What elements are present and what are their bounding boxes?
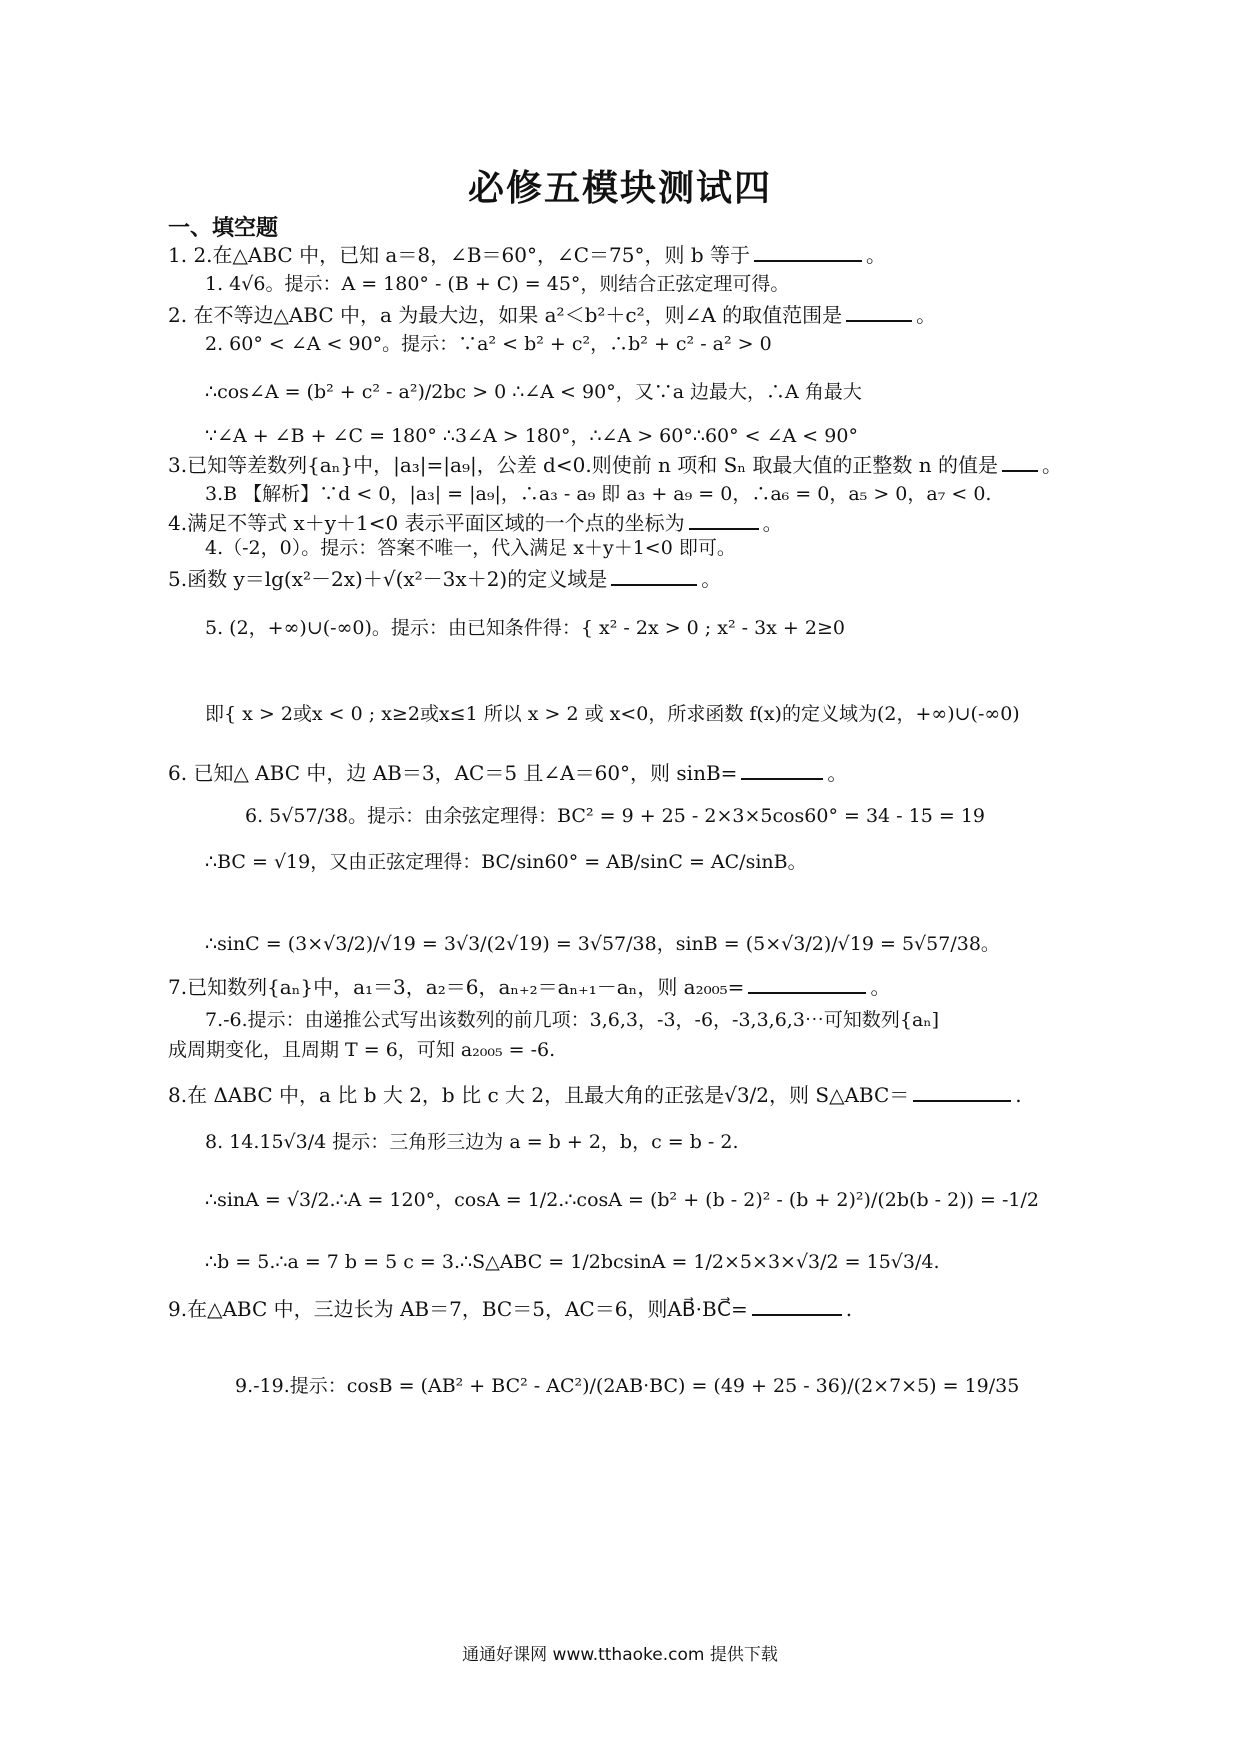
answer-7-line-2: 成周期变化，且周期 T = 6，可知 a₂₀₀₅ = -6. [168,1039,556,1061]
question-text: 7.已知数列{aₙ}中，a₁＝3，a₂＝6，aₙ₊₂＝aₙ₊₁－aₙ，则 a₂₀₀₅= [168,975,745,999]
question-tail: . [845,1297,853,1321]
answer-blank [846,300,912,322]
question-9 [168,1294,852,1323]
question-text: 1. 2.在△ABC 中，已知 a＝8，∠B＝60°，∠C＝75°，则 b 等于 [168,243,751,267]
question-tail: . [1015,1083,1022,1107]
question-3 [168,450,1062,479]
question-7 [168,972,890,1001]
page-footer: 通通好课网 www.tthaoke.com 提供下载 [462,1645,778,1665]
question-text: 9.在△ABC 中，三边长为 AB＝7，BC＝5，AC＝6，则AB⃗·BC⃗= [168,1297,748,1321]
question-tail: 。 [701,567,722,591]
answer-blank [1002,450,1038,472]
answer-blank [741,758,823,780]
answer-8-line-1: 8. 14.15√3/4 提示：三角形三边为 a = b + 2，b，c = b - 2. [205,1131,739,1153]
question-6 [168,758,847,787]
answer-8-line-2: ∴sinA = √3/2.∴A = 120°，cosA = 1/2.∴cosA = (b² + (b - 2)² - (b + 2)²)/(2b(b - 2)) = -1/2 [205,1189,1040,1211]
answer-9: 9.-19.提示：cosB = (AB² + BC² - AC²)/(2AB·BC) = (49 + 25 - 36)/(2×7×5) = 19/35 [235,1375,1020,1397]
question-tail: 。 [866,243,887,267]
question-text: 5.函数 y＝lg(x²－2x)＋√(x²－3x＋2)的定义域是 [168,567,608,591]
answer-blank [611,564,697,586]
answer-6-line-3: ∴sinC = (3×√3/2)/√19 = 3√3/(2√19) = 3√57/38，sinB = (5×√3/2)/√19 = 5√57/38。 [205,933,1000,955]
answer-6-line-2: ∴BC = √19，又由正弦定理得：BC/sin60° = AB/sinC = AC/sinB。 [205,851,807,873]
answer-8-line-3: ∴b = 5.∴a = 7 b = 5 c = 3.∴S△ABC = 1/2bcsinA = 1/2×5×3×√3/2 = 15√3/4. [205,1251,940,1273]
question-text: 6. 已知△ ABC 中，边 AB＝3，AC＝5 且∠A＝60°，则 sinB= [168,761,738,785]
question-text: 3.已知等差数列{aₙ}中，|a₃|=|a₉|，公差 d<0.则使前 n 项和 Sₙ 取最大值的正整数 n 的值是 [168,453,998,477]
answer-2-line-2: ∴cos∠A = (b² + c² - a²)/2bc > 0 ∴∠A < 90°，又∵a 边最大，∴A 角最大 [205,381,862,403]
answer-blank [689,508,759,530]
question-text: 2. 在不等边△ABC 中，a 为最大边，如果 a²＜b²＋c²，则∠A 的取值范围是 [168,303,843,327]
answer-5-line-1: 5. (2，+∞)∪(-∞0)。提示：由已知条件得：{ x² - 2x > 0 ; x² - 3x + 2≥0 [205,617,845,639]
answer-1: 1. 4√6。提示：A = 180° - (B + C) = 45°，则结合正弦定理可得。 [205,273,790,295]
question-8 [168,1080,1022,1109]
question-text: 8.在 ΔABC 中，a 比 b 大 2，b 比 c 大 2，且最大角的正弦是√3/2，则 S△ABC＝ [168,1083,910,1107]
question-text: 4.满足不等式 x＋y＋1<0 表示平面区域的一个点的坐标为 [168,511,685,535]
question-tail: 。 [762,511,783,535]
answer-2-line-1: 2. 60° < ∠A < 90°。提示：∵a² < b² + c²，∴b² + c² - a² > 0 [205,333,772,355]
question-2 [168,300,936,329]
answer-4: 4.（-2，0）。提示：答案不唯一，代入满足 x＋y＋1<0 即可。 [205,537,736,559]
answer-blank [913,1080,1011,1102]
question-5 [168,564,721,593]
question-tail: 。 [1041,453,1062,477]
answer-3: 3.B 【解析】∵d < 0，|a₃| = |a₉|，∴a₃ - a₉ 即 a₃ + a₉ = 0，∴a₆ = 0，a₅ > 0，a₇ < 0. [205,483,992,505]
answer-5-line-2: 即{ x > 2或x < 0 ; x≥2或x≤1 所以 x > 2 或 x<0，所求函数 f(x)的定义域为(2，+∞)∪(-∞0) [205,703,1020,725]
question-4 [168,508,783,537]
section-heading: 一、填空题 [168,215,279,241]
answer-6-line-1: 6. 5√57/38。提示：由余弦定理得：BC² = 9 + 25 - 2×3×5cos60° = 34 - 15 = 19 [245,805,985,827]
question-tail: 。 [827,761,848,785]
answer-blank [754,240,862,262]
answer-2-line-3: ∵∠A + ∠B + ∠C = 180° ∴3∠A > 180°，∴∠A > 60°∴60° < ∠A < 90° [205,425,858,447]
question-tail: 。 [916,303,937,327]
answer-7-line-1: 7.-6.提示：由递推公式写出该数列的前几项：3,6,3，-3，-6，-3,3,6,3⋯可知数列{aₙ] [205,1009,939,1031]
question-tail: 。 [870,975,891,999]
page-title: 必修五模块测试四 [467,167,772,209]
answer-blank [752,1294,842,1316]
question-1 [168,240,886,269]
answer-blank [748,972,866,994]
